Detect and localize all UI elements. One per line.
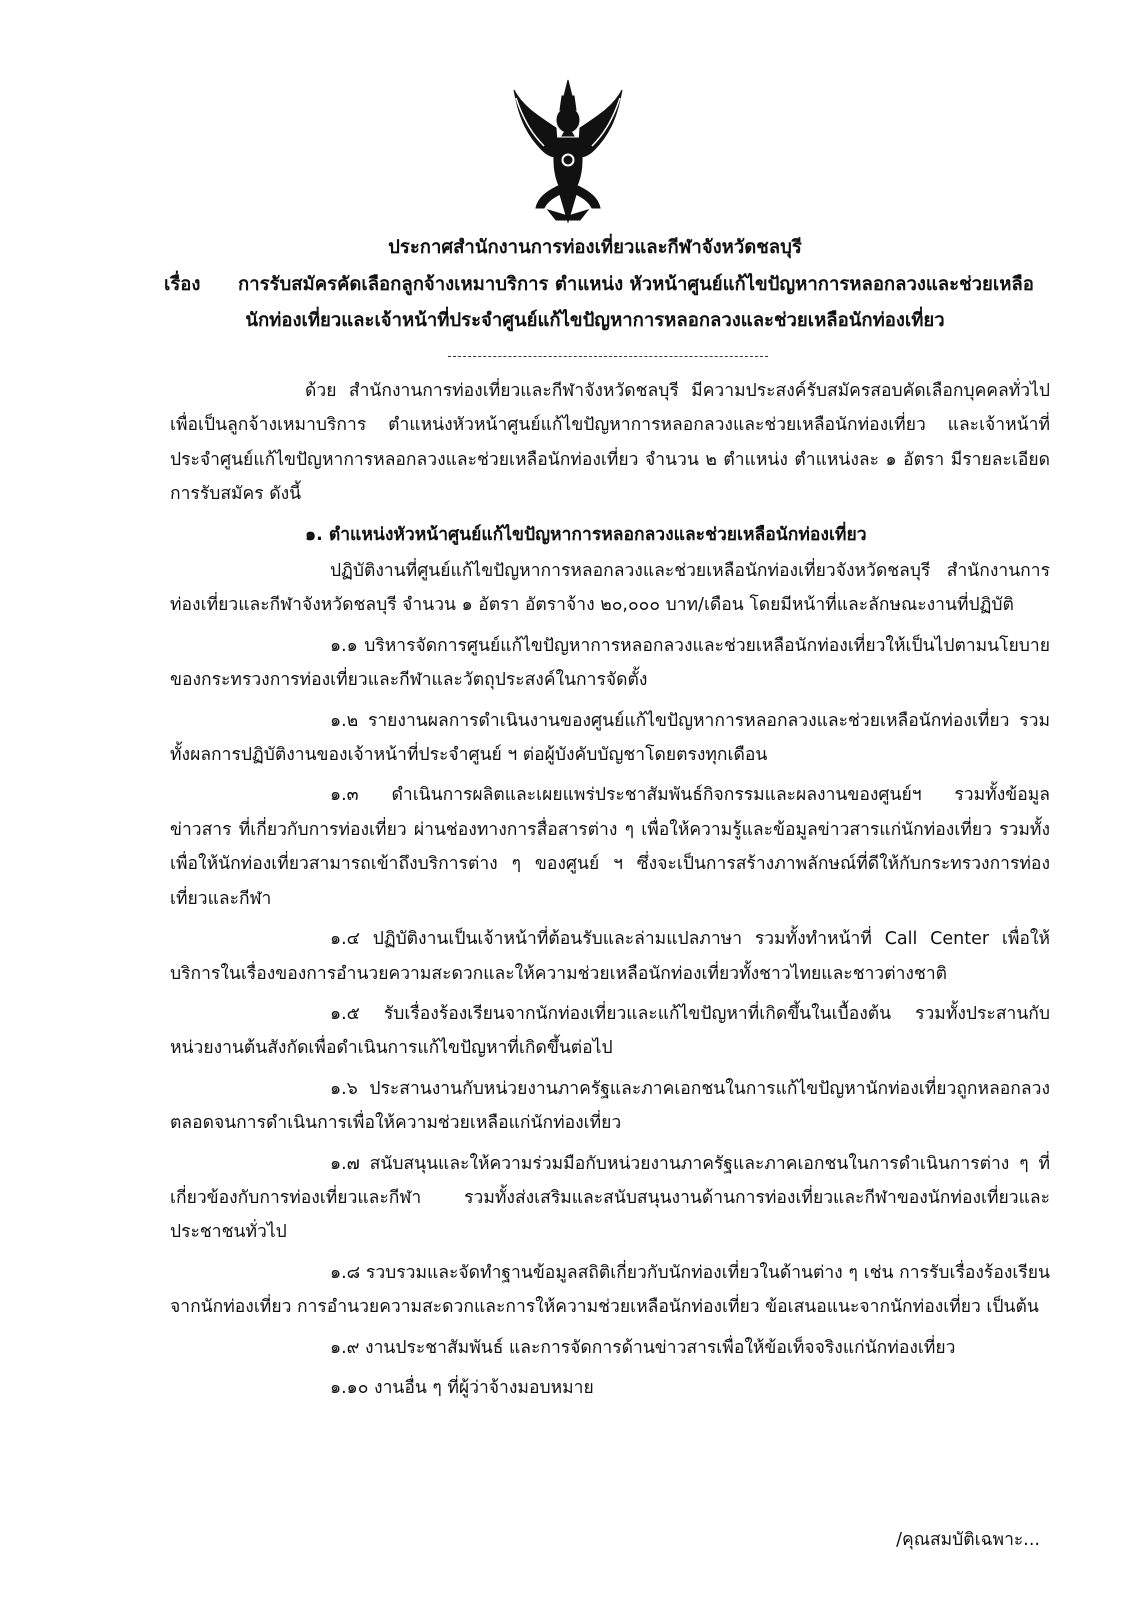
duty-item: ๑.๓ ดำเนินการผลิตและเผยแพร่ประชาสัมพันธ์กิจกรรมและผลงานของศูนย์ฯ รวมทั้งข้อมูลข่าวสาร ที่เกี่ยวกับการท่องเที่ยว ผ่านช่องทางการสื่อสารต่าง ๆ เพื่อให้ความรู้และข้อมูลข่าวสารแก่นักท่องเที่ยว รวมทั้งเพื่อให้นักท่องเที่ยวสามารถเข้าถึงบริการต่าง ๆ ของศูนย์ ฯ ซึ่งจะเป็นการสร้างภาพลักษณ์ที่ดีให้กับกระทรวงการท่องเที่ยวและกีฬา: [170, 785, 1050, 909]
section-1-description: ปฏิบัติงานที่ศูนย์แก้ไขปัญหาการหลอกลวงและช่วยเหลือนักท่องเที่ยวจังหวัดชลบุรี สำนักงานการท่องเที่ยวและกีฬาจังหวัดชลบุรี จำนวน ๑ อัตรา อัตราจ้าง ๒๐,๐๐๐ บาท/เดือน โดยมีหน้าที่และลักษณะงานที่ปฏิบัติ: [170, 561, 1050, 616]
duty-item: ๑.๘ รวบรวมและจัดทำฐานข้อมูลสถิติเกี่ยวกับนักท่องเที่ยวในด้านต่าง ๆ เช่น การรับเรื่องร้องเรียนจากนักท่องเที่ยว การอำนวยความสะดวกและการให้ความช่วยเหลือนักท่องเที่ยว ข้อเสนอแนะจากนักท่องเที่ยว เป็นต้น: [170, 1262, 1050, 1318]
duty-item: ๑.๔ ปฏิบัติงานเป็นเจ้าหน้าที่ต้อนรับและล่ามแปลภาษา รวมทั้งทำหน้าที่ Call Center เพื่อให้บริการในเรื่องของการอำนวยความสะดวกและให้ความช่วยเหลือนักท่องเที่ยวทั้งชาวไทยและชาวต่างชาติ: [170, 929, 1050, 984]
duty-item: ๑.๗ สนับสนุนและให้ความร่วมมือกับหน่วยงานภาครัฐและภาคเอกชนในการดำเนินการต่าง ๆ ที่เกี่ยวข้องกับการท่องเที่ยวและกีฬา รวมทั้งส่งเสริมและสนับสนุนงานด้านการท่องเที่ยวและกีฬาของนักท่องเที่ยวและประชาชนทั่วไป: [170, 1153, 1050, 1243]
section-1-title: ๑. ตำแหน่งหัวหน้าศูนย์แก้ไขปัญหาการหลอกลวงและช่วยเหลือนักท่องเที่ยว: [305, 524, 867, 545]
announcement-title: ประกาศสำนักงานการท่องเที่ยวและกีฬาจังหวัดชลบุรี: [388, 237, 802, 258]
duty-item: ๑.๖ ประสานงานกับหน่วยงานภาครัฐและภาคเอกชนในการแก้ไขปัญหานักท่องเที่ยวถูกหลอกลวง ตลอดจนการดำเนินการเพื่อให้ความช่วยเหลือแก่นักท่องเที่ยว: [170, 1078, 1050, 1134]
duty-item: ๑.๕ รับเรื่องร้องเรียนจากนักท่องเที่ยวและแก้ไขปัญหาที่เกิดขึ้นในเบื้องต้น รวมทั้งประสานกับหน่วยงานต้นสังกัดเพื่อดำเนินการแก้ไขปัญหาที่เกิดขึ้นต่อไป: [170, 1003, 1050, 1059]
subject-text-1: การรับสมัครคัดเลือกลูกจ้างเหมาบริการ ตำแหน่ง หัวหน้าศูนย์แก้ไขปัญหาการหลอกลวงและช่วยเหลือ: [238, 274, 1034, 295]
duty-item: ๑.๒ รายงานผลการดำเนินงานของศูนย์แก้ไขปัญหาการหลอกลวงและช่วยเหลือนักท่องเที่ยว รวมทั้งผลการปฏิบัติงานของเจ้าหน้าที่ประจำศูนย์ ฯ ต่อผู้บังคับบัญชาโดยตรงทุกเดือน: [170, 710, 1050, 766]
subject-line-2: นักท่องเที่ยวและเจ้าหน้าที่ประจำศูนย์แก้ไขปัญหาการหลอกลวงและช่วยเหลือนักท่องเที่ยว: [245, 310, 945, 331]
garuda-emblem-icon: [508, 76, 628, 226]
duty-item: ๑.๑๐ งานอื่น ๆ ที่ผู้ว่าจ้างมอบหมาย: [330, 1377, 594, 1398]
document-body: [170, 374, 1050, 1411]
duty-item: ๑.๙ งานประชาสัมพันธ์ และการจัดการด้านข่าวสารเพื่อให้ข้อเท็จจริงแก่นักท่องเที่ยว: [330, 1337, 956, 1358]
duty-item: ๑.๑ บริหารจัดการศูนย์แก้ไขปัญหาการหลอกลวงและช่วยเหลือนักท่องเที่ยวให้เป็นไปตามนโยบายของกระทรวงการท่องเที่ยวและกีฬาและวัตถุประสงค์ในการจัดตั้ง: [170, 635, 1050, 691]
subject-line-1: [164, 269, 1054, 301]
continuation-note: /คุณสมบัติเฉพาะ...: [896, 1530, 1040, 1550]
subject-label: เรื่อง: [164, 274, 201, 295]
header-divider: [448, 356, 768, 357]
intro-paragraph: ด้วย สำนักงานการท่องเที่ยวและกีฬาจังหวัดชลบุรี มีความประสงค์รับสมัครสอบคัดเลือกบุคคลทั่วไป เพื่อเป็นลูกจ้างเหมาบริการ ตำแหน่งหัวหน้าศูนย์แก้ไขปัญหาการหลอกลวงและช่วยเหลือนักท่องเที่ยว และเจ้าหน้าที่ประจำศูนย์แก้ไขปัญหาการหลอกลวงและช่วยเหลือนักท่องเที่ยว จำนวน ๒ ตำแหน่ง ตำแหน่งละ ๑ อัตรา มีรายละเอียดการรับสมัคร ดังนี้: [170, 381, 1050, 505]
